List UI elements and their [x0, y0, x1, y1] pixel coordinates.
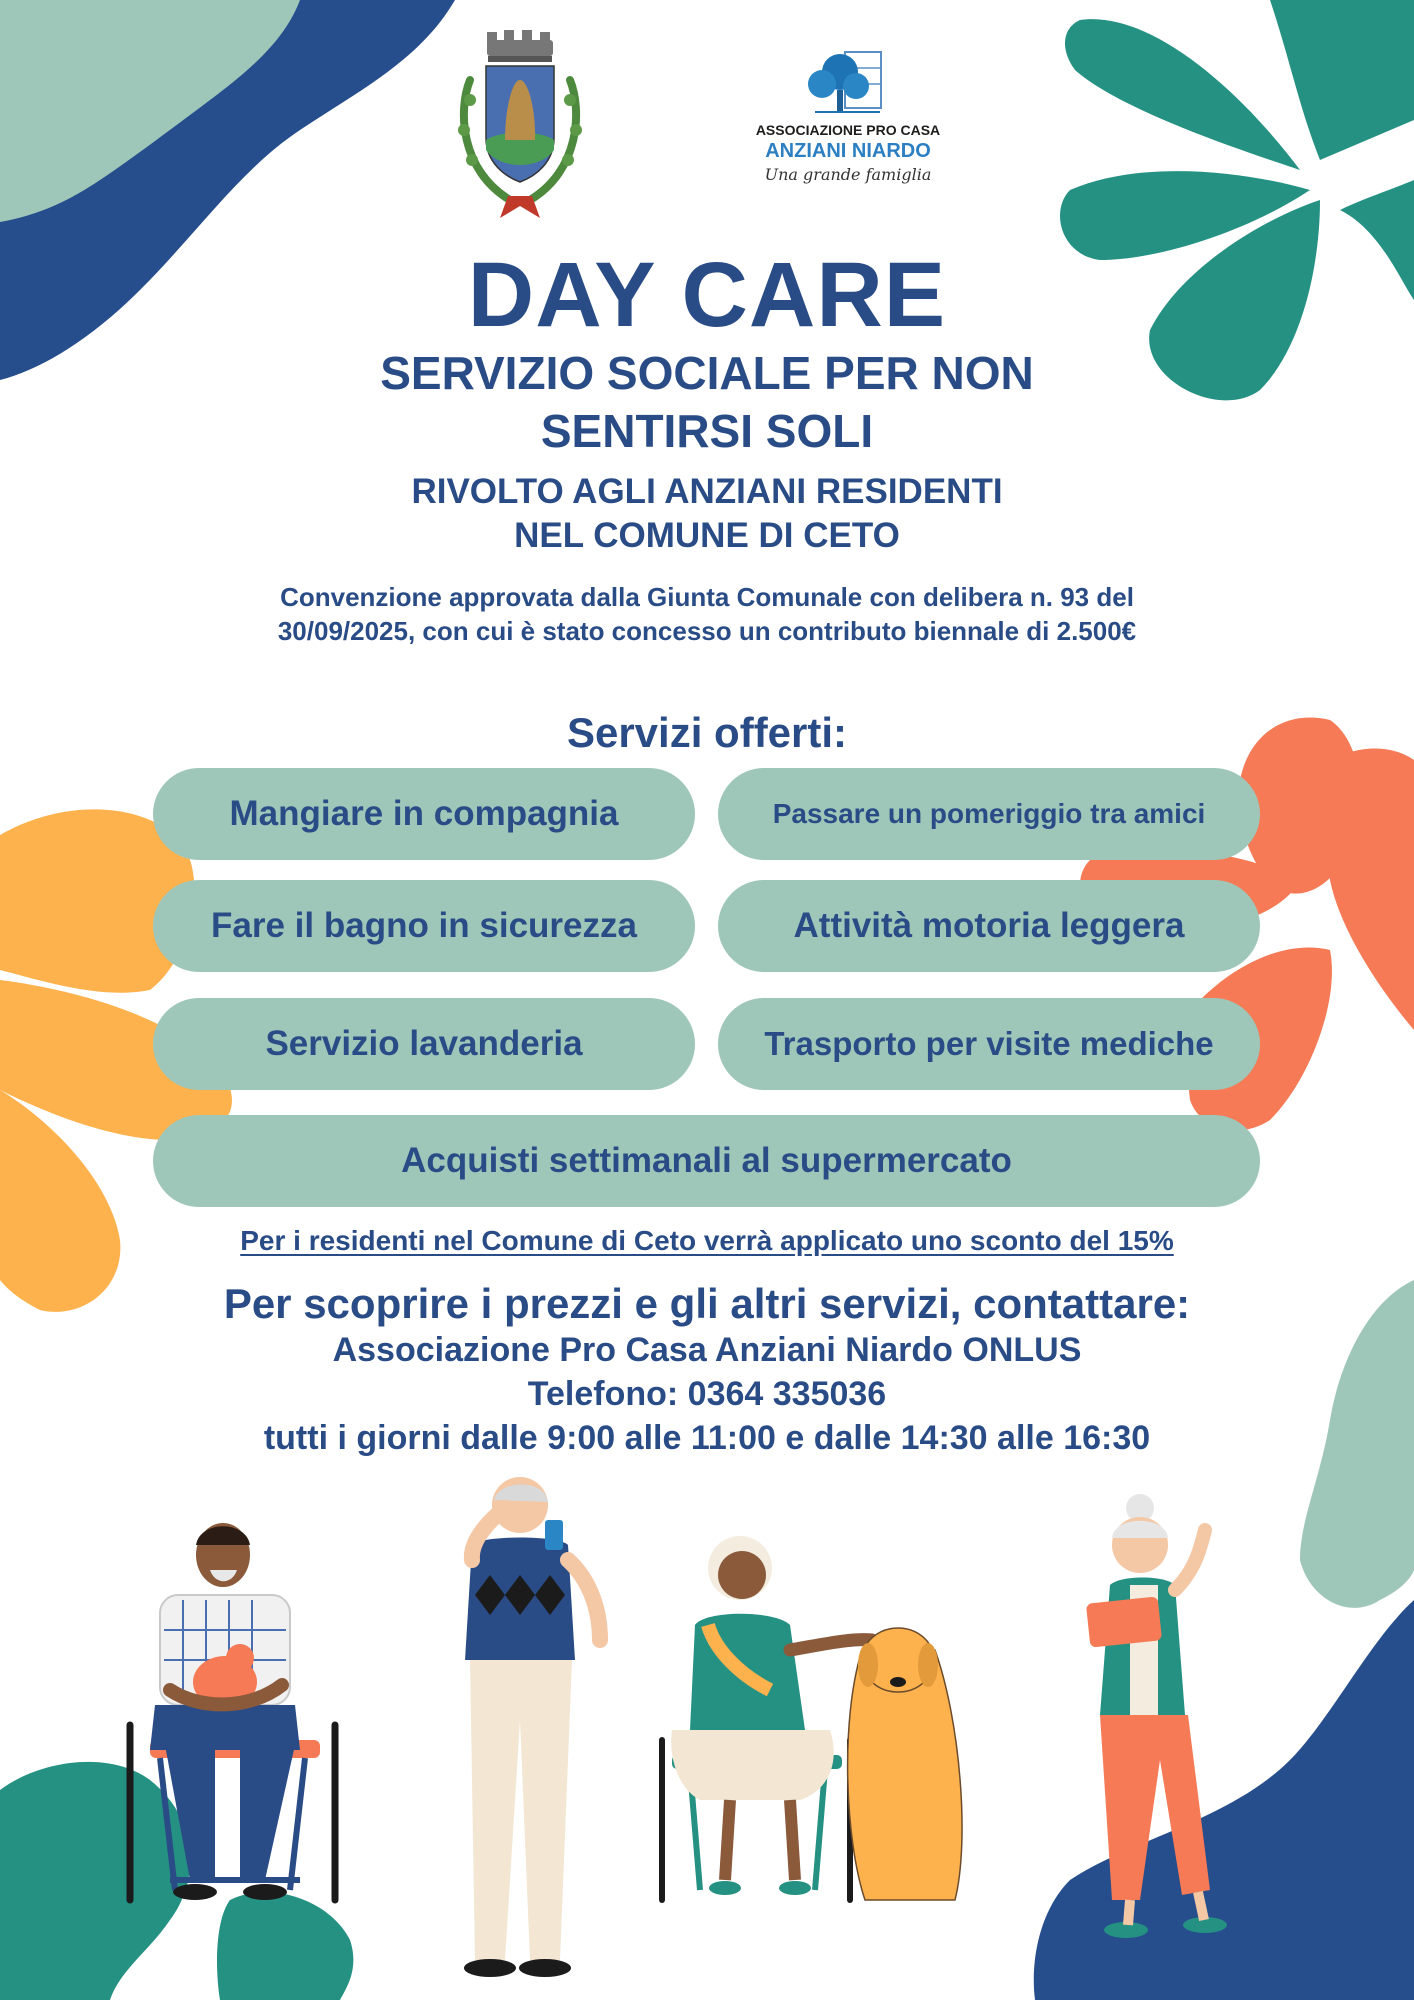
association-logo-tagline: Una grande famiglia [764, 165, 932, 184]
standing-man-with-phone-illustration [464, 1477, 600, 1977]
service-pill: Passare un pomeriggio tra amici [718, 768, 1260, 860]
agreement-note: Convenzione approvata dalla Giunta Comunale con delibera n. 93 del 30/09/2025, con cui è stato concesso un contributo biennale di 2.500€ [277, 582, 1137, 646]
service-pill-wide: Acquisti settimanali al supermercato [153, 1115, 1260, 1207]
association-logo-line2: ANZIANI NIARDO [765, 140, 931, 162]
people-illustration [0, 1460, 1414, 2000]
audience-line: NEL COMUNE DI CETO [514, 516, 900, 555]
contact-organization: Associazione Pro Casa Anziani Niardo ONLUS [332, 1331, 1082, 1369]
service-pill: Attività motoria leggera [718, 880, 1260, 972]
contact-heading: Per scoprire i prezzi e gli altri servizi, contattare: [223, 1280, 1191, 1327]
subtitle-line: SENTIRSI SOLI [540, 405, 874, 457]
page-title: DAY CARE [467, 244, 947, 346]
association-logo [756, 52, 940, 184]
header-logos [0, 0, 1414, 240]
contact-phone: Telefono: 0364 335036 [527, 1375, 887, 1413]
service-pill: Mangiare in compagnia [153, 768, 695, 860]
walking-woman-with-tablet-illustration [1086, 1494, 1227, 1938]
contact-hours: tutti i giorni dalle 9:00 alle 11:00 e dalle 14:30 alle 16:30 [263, 1419, 1151, 1457]
target-audience [0, 470, 1414, 558]
seated-woman-with-dog-illustration [662, 1536, 962, 1900]
audience-line: RIVOLTO AGLI ANZIANI RESIDENTI [411, 472, 1003, 511]
association-logo-line1: ASSOCIAZIONE PRO CASA [755, 122, 941, 138]
service-pill: Trasporto per visite mediche [718, 998, 1260, 1090]
discount-note: Per i residenti nel Comune di Ceto verrà applicato uno sconto del 15% [240, 1225, 1174, 1256]
coat-of-arms-logo [458, 30, 582, 218]
man-in-wheelchair-illustration [130, 1523, 335, 1900]
subtitle [0, 344, 1414, 460]
service-pill: Servizio lavanderia [153, 998, 695, 1090]
service-pill: Fare il bagno in sicurezza [153, 880, 695, 972]
subtitle-line: SERVIZIO SOCIALE PER NON [380, 347, 1034, 399]
services-heading: Servizi offerti: [566, 709, 848, 756]
